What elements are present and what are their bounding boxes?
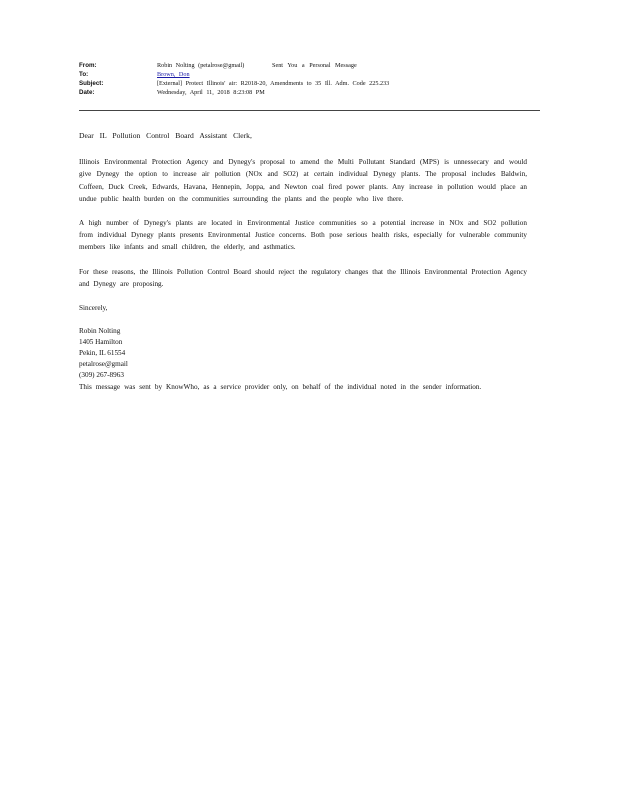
paragraph-1: Illinois Environmental Protection Agency and Dynegy's proposal to amend the Multi Pollutant Standard (MPS) is unnessecary and would give Dynegy the option to increase air pollution (NOx and SO2) at certain individual Dynegy plants. The proposal includes Baldwin, Coffeen, Duck Creek, Edwards, Havana, Hennepin, Joppa, and Newton coal fired power plants. Any increase in pollution would place an undue public health burden on the communities surrounding the plants and the people who live there. bbox=[79, 158, 527, 203]
closing: Sincerely, bbox=[79, 304, 108, 313]
subject-value: [External] Protect Illinois' air: R2018-20, Amendments to 35 Ill. Adm. Code 225.233 bbox=[157, 80, 390, 87]
greeting: Dear IL Pollution Control Board Assistant Clerk, bbox=[79, 131, 252, 140]
signature-name: Robin Nolting bbox=[79, 327, 121, 336]
letter-body bbox=[79, 130, 527, 405]
from-row bbox=[79, 61, 539, 70]
signature-street: 1405 Hamilton bbox=[79, 338, 123, 347]
from-label: From: bbox=[79, 62, 97, 69]
to-label: To: bbox=[79, 71, 89, 78]
date-label: Date: bbox=[79, 89, 95, 96]
signature-email: petalrose@gmail bbox=[79, 360, 128, 369]
to-value[interactable]: Brown, Don bbox=[157, 71, 190, 78]
date-value: Wednesday, April 11, 2018 8:23:08 PM bbox=[157, 89, 265, 96]
header-divider bbox=[79, 110, 540, 111]
signature-city: Pekin, IL 61554 bbox=[79, 349, 126, 358]
footer-note: This message was sent by KnowWho, as a service provider only, on behalf of the individual noted in the sender information. bbox=[79, 383, 482, 392]
signature-phone: (309) 267-8963 bbox=[79, 371, 124, 380]
to-row bbox=[79, 70, 539, 79]
email-header bbox=[79, 61, 539, 97]
signature-block bbox=[79, 326, 527, 381]
subject-row bbox=[79, 79, 539, 88]
paragraph-2: A high number of Dynegy's plants are located in Environmental Justice communities so a potential increase in NOx and SO2 pollution from individual Dynegy plants presents Environmental Justice concerns. Both pose serious health risks, especially for vulnerable community members like infants and small children, the elderly, and asthmatics. bbox=[79, 219, 527, 252]
from-value: Robin Nolting (petalrose@gmail) bbox=[157, 62, 245, 69]
subject-label: Subject: bbox=[79, 80, 104, 87]
sent-note: Sent You a Personal Message bbox=[272, 62, 357, 69]
paragraph-3: For these reasons, the Illinois Pollution Control Board should reject the regulatory changes that the Illinois Environmental Protection Agency and Dynegy are proposing. bbox=[79, 267, 527, 288]
date-row bbox=[79, 88, 539, 97]
